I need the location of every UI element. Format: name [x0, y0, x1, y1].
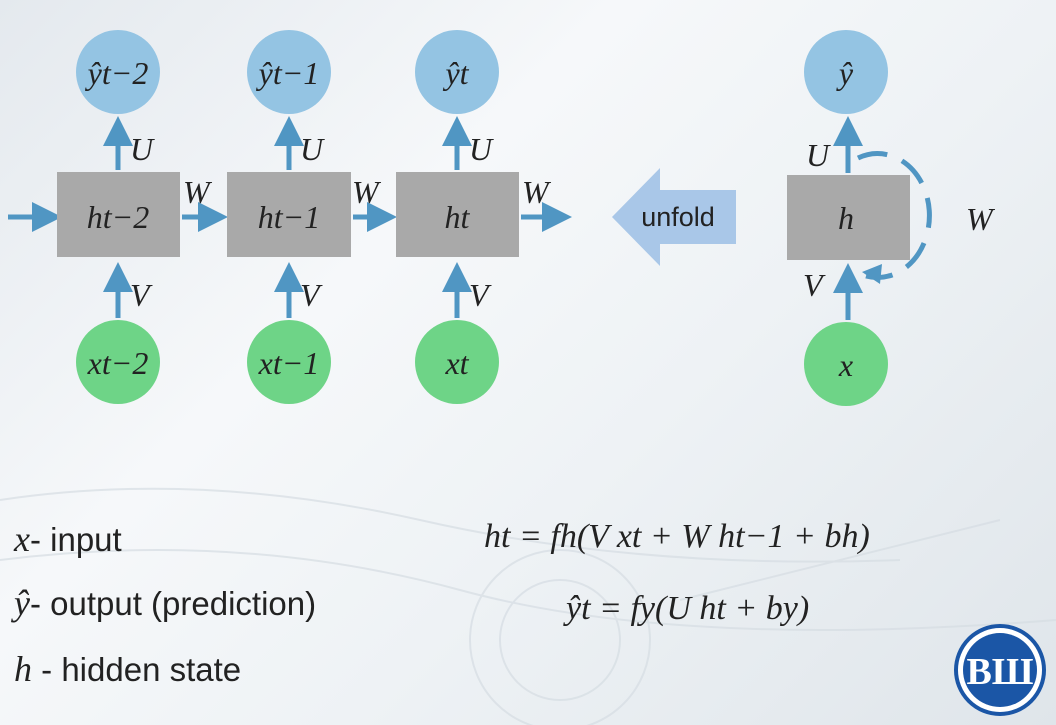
logo-text: ВШ	[966, 651, 1034, 693]
input-label: xt−2	[87, 345, 149, 381]
folded-u-label: U	[806, 137, 830, 173]
u-label: U	[130, 131, 154, 167]
v-label: V	[300, 277, 320, 313]
legend-item-hidden	[14, 648, 241, 690]
legend-text: - input	[29, 521, 122, 558]
w-label: W	[352, 174, 379, 210]
output-equation: ŷt = fy(U ht + by)	[566, 590, 810, 627]
u-label: U	[300, 131, 324, 167]
hse-logo	[956, 626, 1044, 714]
v-label: V	[130, 277, 150, 313]
legend-text: - output (prediction)	[29, 585, 317, 622]
unfold-label: unfold	[641, 202, 715, 232]
hidden-state-equation: ht = fh(V xt + W ht−1 + bh)	[484, 518, 870, 555]
legend-text: - hidden state	[32, 651, 242, 688]
folded-w-label: W	[966, 201, 993, 237]
output-label: ŷt−2	[87, 55, 149, 91]
unrolled-step-2	[396, 30, 562, 404]
hidden-label: ht	[444, 199, 470, 235]
legend-item-input	[14, 518, 122, 560]
folded-hidden-label: h	[838, 200, 854, 236]
unrolled-step-0	[57, 30, 218, 404]
input-label: xt	[445, 345, 469, 381]
folded-output-label: ŷ	[838, 55, 854, 91]
hidden-label: ht−2	[86, 199, 150, 235]
u-label: U	[469, 131, 493, 167]
w-label: W	[183, 174, 210, 210]
legend-symbol: h	[14, 649, 32, 689]
legend-symbol: ŷ	[14, 583, 30, 623]
legend-item-output	[14, 582, 316, 624]
v-label: V	[469, 277, 489, 313]
unfold-arrow	[612, 168, 736, 266]
folded-network	[787, 30, 996, 406]
w-label: W	[522, 174, 549, 210]
output-label: ŷt−1	[258, 55, 320, 91]
folded-v-label: V	[803, 267, 823, 303]
output-label: ŷt	[445, 55, 469, 91]
legend-symbol: x	[14, 519, 30, 559]
loop-arrowhead-icon	[862, 264, 882, 284]
unrolled-step-1	[227, 30, 387, 404]
hidden-label: ht−1	[257, 199, 321, 235]
input-label: xt−1	[258, 345, 320, 381]
folded-input-label: x	[838, 347, 854, 383]
